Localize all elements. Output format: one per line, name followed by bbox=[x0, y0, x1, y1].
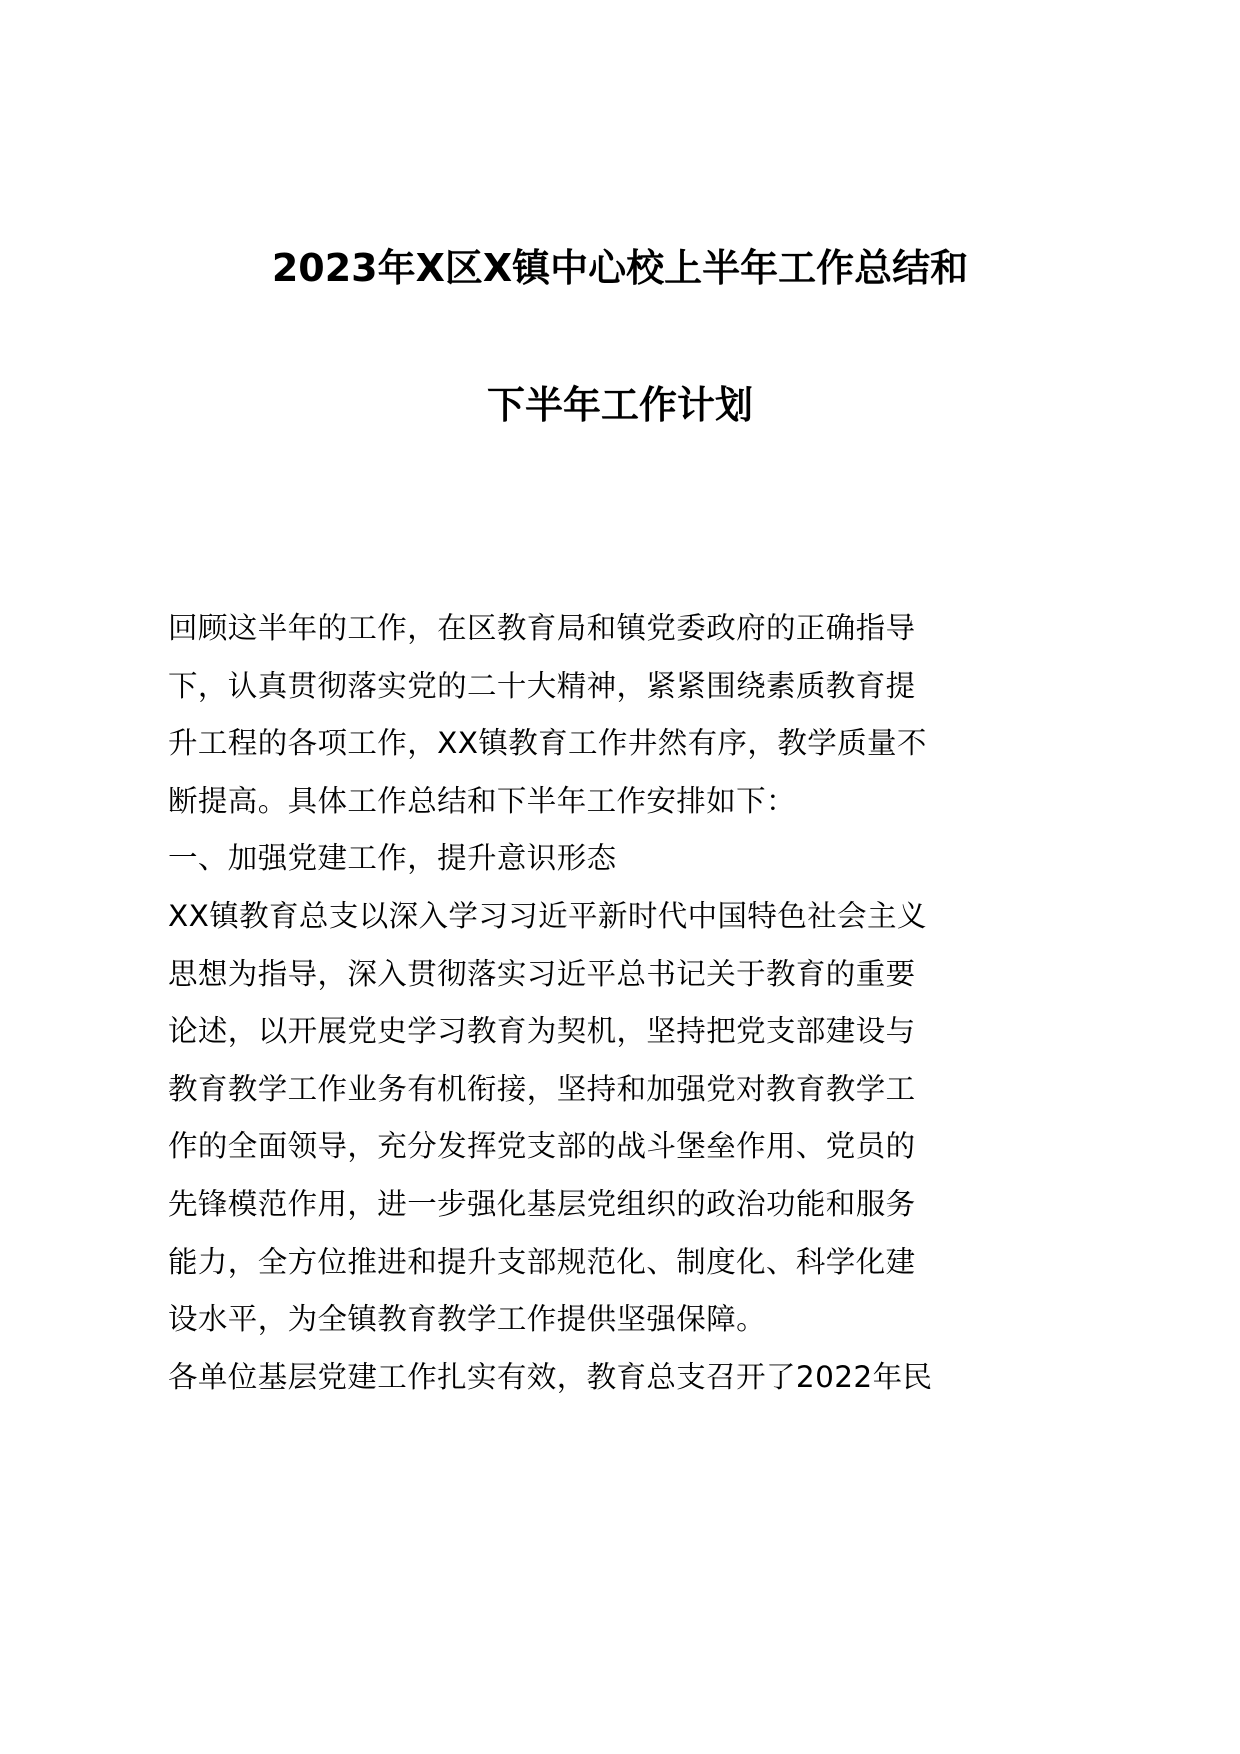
body-line: 回顾这半年的工作，在区教育局和镇党委政府的正确指导 bbox=[168, 611, 916, 645]
section-heading: 一、加强党建工作，提升意识形态 bbox=[168, 841, 617, 876]
body-line: 设水平，为全镇教育教学工作提供坚强保障。 bbox=[168, 1302, 767, 1337]
body-line: 断提高。具体工作总结和下半年工作安排如下： bbox=[168, 783, 796, 818]
document-title-line-1: 2023年X区X镇中心校上半年工作总结和 bbox=[271, 246, 969, 290]
document-body bbox=[168, 604, 944, 1410]
body-line: XX镇教育总支以深入学习习近平新时代中国特色社会主义 bbox=[168, 898, 927, 933]
body-line: 升工程的各项工作，XX镇教育工作井然有序，教学质量不 bbox=[168, 726, 927, 761]
body-line: 论述，以开展党史学习教育为契机，坚持把党支部建设与 bbox=[168, 1014, 916, 1049]
body-line: 各单位基层党建工作扎实有效，教育总支召开了2022年民 bbox=[168, 1359, 933, 1394]
body-line: 先锋模范作用，进一步强化基层党组织的政治功能和服务 bbox=[168, 1186, 916, 1221]
document-title-line-2: 下半年工作计划 bbox=[486, 383, 753, 427]
body-line: 思想为指导，深入贯彻落实习近平总书记关于教育的重要 bbox=[168, 956, 916, 991]
body-line: 作的全面领导，充分发挥党支部的战斗堡垒作用、党员的 bbox=[168, 1129, 916, 1164]
body-line: 下，认真贯彻落实党的二十大精神，紧紧围绕素质教育提 bbox=[168, 668, 916, 703]
body-line: 教育教学工作业务有机衔接，坚持和加强党对教育教学工 bbox=[168, 1071, 916, 1106]
body-line: 能力，全方位推进和提升支部规范化、制度化、科学化建 bbox=[168, 1244, 916, 1279]
